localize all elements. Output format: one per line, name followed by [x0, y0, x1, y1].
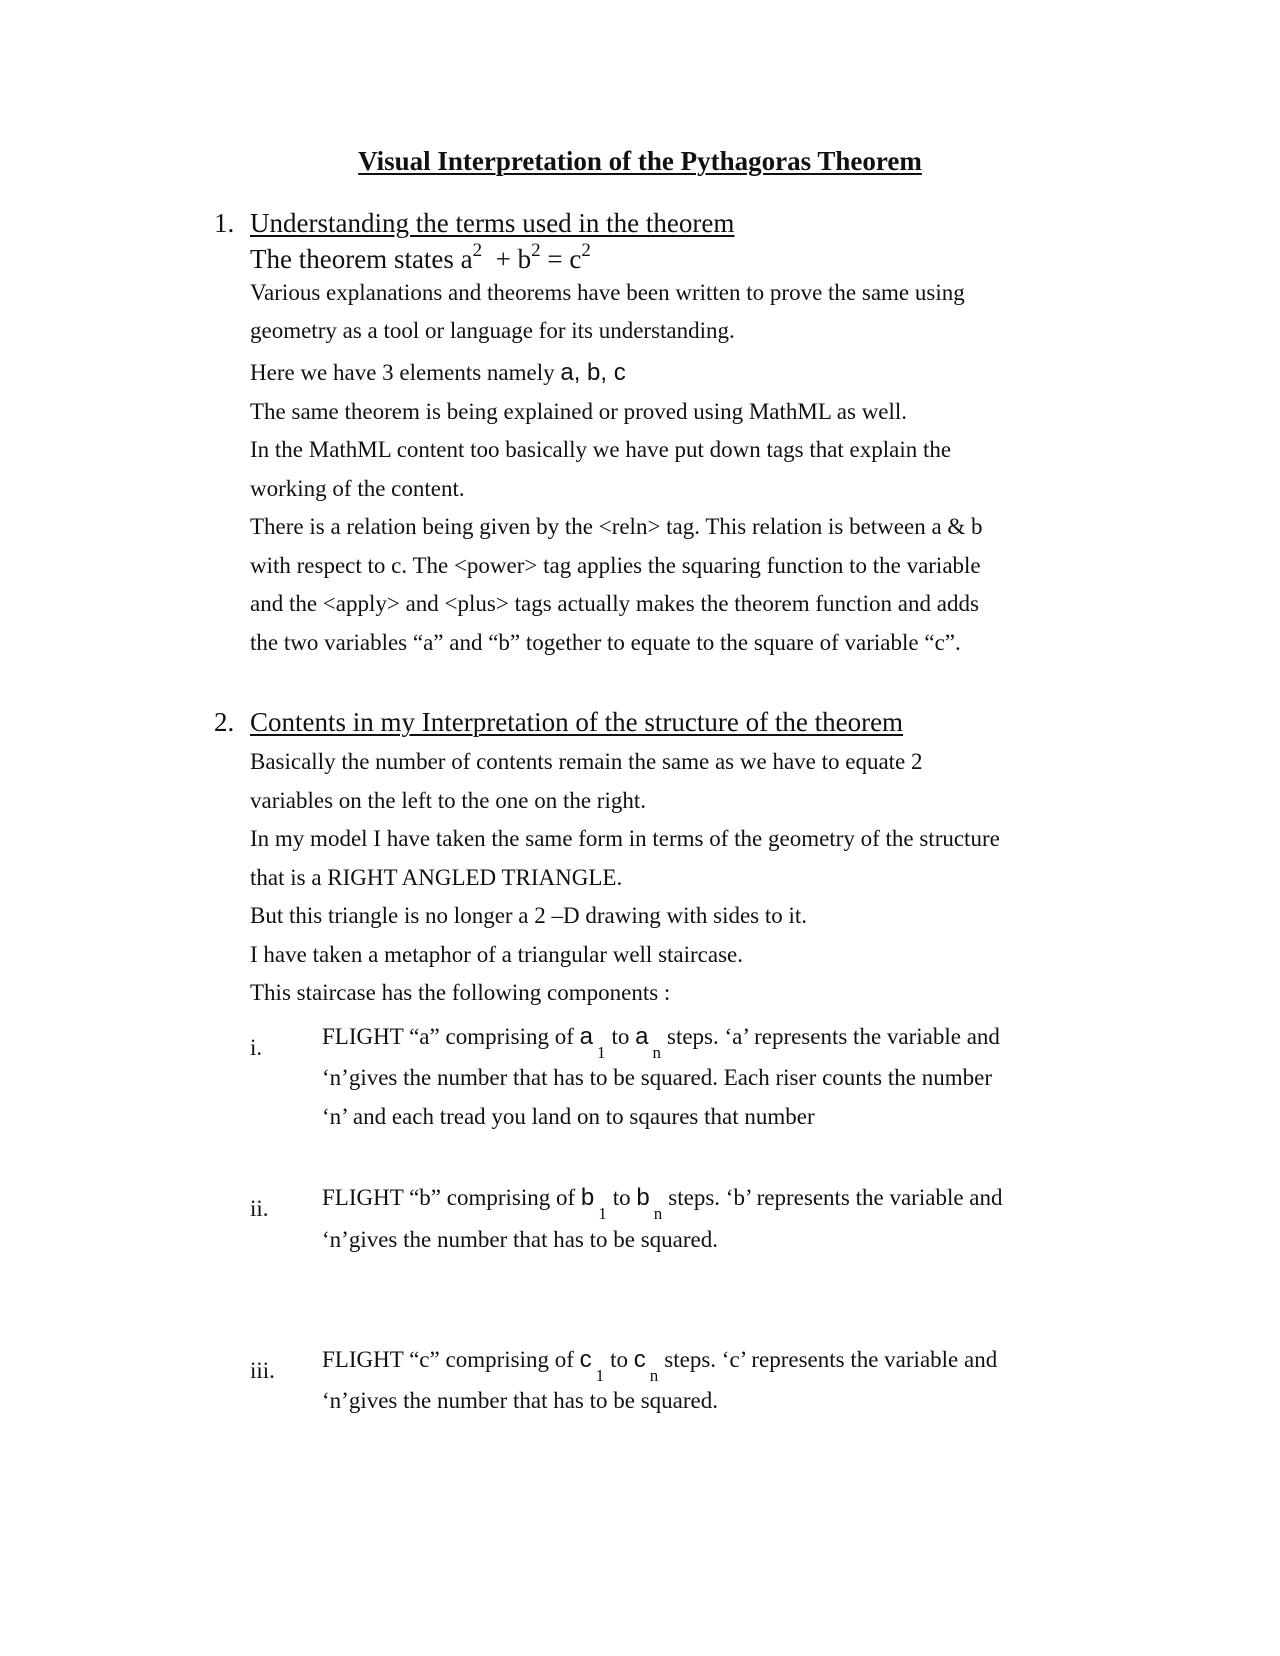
component-text: to [610, 1347, 634, 1372]
component-text: to [612, 1185, 637, 1210]
elements-variables: a, b, c [560, 359, 626, 386]
paragraph-line: This staircase has the following components : [250, 980, 671, 1005]
document-title: Visual Interpretation of the Pythagoras Theorem [358, 146, 922, 176]
exponent-b: 2 [531, 240, 541, 261]
component-c-line2: ‘n’gives the number that has to be squared. [322, 1388, 718, 1413]
component-b-line1 [322, 1184, 1003, 1223]
paragraph-line: the two variables “a” and “b” together to equate to the square of variable “c”. [250, 630, 961, 655]
paragraph-line: Basically the number of contents remain the same as we have to equate 2 [250, 749, 923, 774]
list-marker-ii: ii. [250, 1196, 269, 1221]
section-1-number: 1. [214, 208, 235, 238]
variable-a: a [635, 1023, 649, 1050]
paragraph-line: In my model I have taken the same form in terms of the geometry of the structure [250, 826, 1000, 851]
component-a-line2: ‘n’gives the number that has to be squared. Each riser counts the number [322, 1065, 992, 1090]
variable-c: c [579, 1346, 592, 1373]
paragraph-line: with respect to c. The <power> tag applies the squaring function to the variable [250, 553, 981, 578]
variable-a: a [579, 1023, 593, 1050]
component-text: to [611, 1024, 636, 1049]
list-marker-i: i. [250, 1035, 263, 1060]
component-text: FLIGHT “a” comprising of [322, 1024, 580, 1049]
component-text: FLIGHT “c” comprising of [322, 1347, 580, 1372]
variable-b: b [636, 1184, 650, 1211]
variable-c: c [633, 1346, 646, 1373]
paragraph-line: geometry as a tool or language for its understanding. [250, 318, 735, 343]
subscript-n: n [652, 1043, 661, 1062]
subscript-n: n [649, 1366, 659, 1385]
paragraph-line: variables on the left to the one on the right. [250, 788, 646, 813]
paragraph-line: I have taken a metaphor of a triangular well staircase. [250, 942, 743, 967]
equation-plus-b: + b [488, 244, 532, 274]
subscript-1: 1 [597, 1043, 606, 1062]
paragraph-line: working of the content. [250, 476, 465, 501]
equation-prefix: The theorem states a [250, 244, 473, 274]
paragraph-line: Various explanations and theorems have been written to prove the same using [250, 280, 965, 305]
section-2-number: 2. [214, 707, 235, 737]
exponent-c: 2 [581, 240, 591, 261]
section-1-heading: Understanding the terms used in the theorem [250, 208, 735, 238]
paragraph-line: that is a RIGHT ANGLED TRIANGLE. [250, 865, 623, 890]
variable-b: b [580, 1184, 595, 1211]
paragraph-line: The same theorem is being explained or proved using MathML as well. [250, 399, 908, 424]
paragraph-line: But this triangle is no longer a 2 –D drawing with sides to it. [250, 903, 808, 928]
elements-label: Here we have 3 elements namely [250, 360, 561, 385]
component-a-line1 [322, 1023, 1000, 1062]
component-text: steps. ‘b’ represents the variable and [668, 1185, 1003, 1210]
component-text: FLIGHT “b” comprising of [322, 1185, 581, 1210]
component-b-line2: ‘n’gives the number that has to be squared. [322, 1227, 718, 1252]
exponent-a: 2 [472, 240, 483, 261]
component-a-line3: ‘n’ and each tread you land on to sqaures that number [322, 1104, 815, 1129]
component-c-line1 [322, 1346, 998, 1385]
paragraph-line: In the MathML content too basically we have put down tags that explain the [250, 437, 952, 462]
elements-line [250, 359, 626, 387]
theorem-equation [250, 240, 591, 275]
equation-equals-c: = c [540, 244, 582, 274]
subscript-n: n [653, 1204, 663, 1223]
component-text: steps. ‘a’ represents the variable and [667, 1024, 1000, 1049]
component-text: steps. ‘c’ represents the variable and [664, 1347, 998, 1372]
paragraph-line: and the <apply> and <plus> tags actually makes the theorem function and adds [250, 591, 979, 616]
list-marker-iii: iii. [250, 1358, 275, 1383]
subscript-1: 1 [598, 1204, 607, 1223]
paragraph-line: There is a relation being given by the <reln> tag. This relation is between a & b [250, 514, 983, 539]
subscript-1: 1 [595, 1366, 605, 1385]
section-2-heading: Contents in my Interpretation of the structure of the theorem [250, 707, 904, 737]
